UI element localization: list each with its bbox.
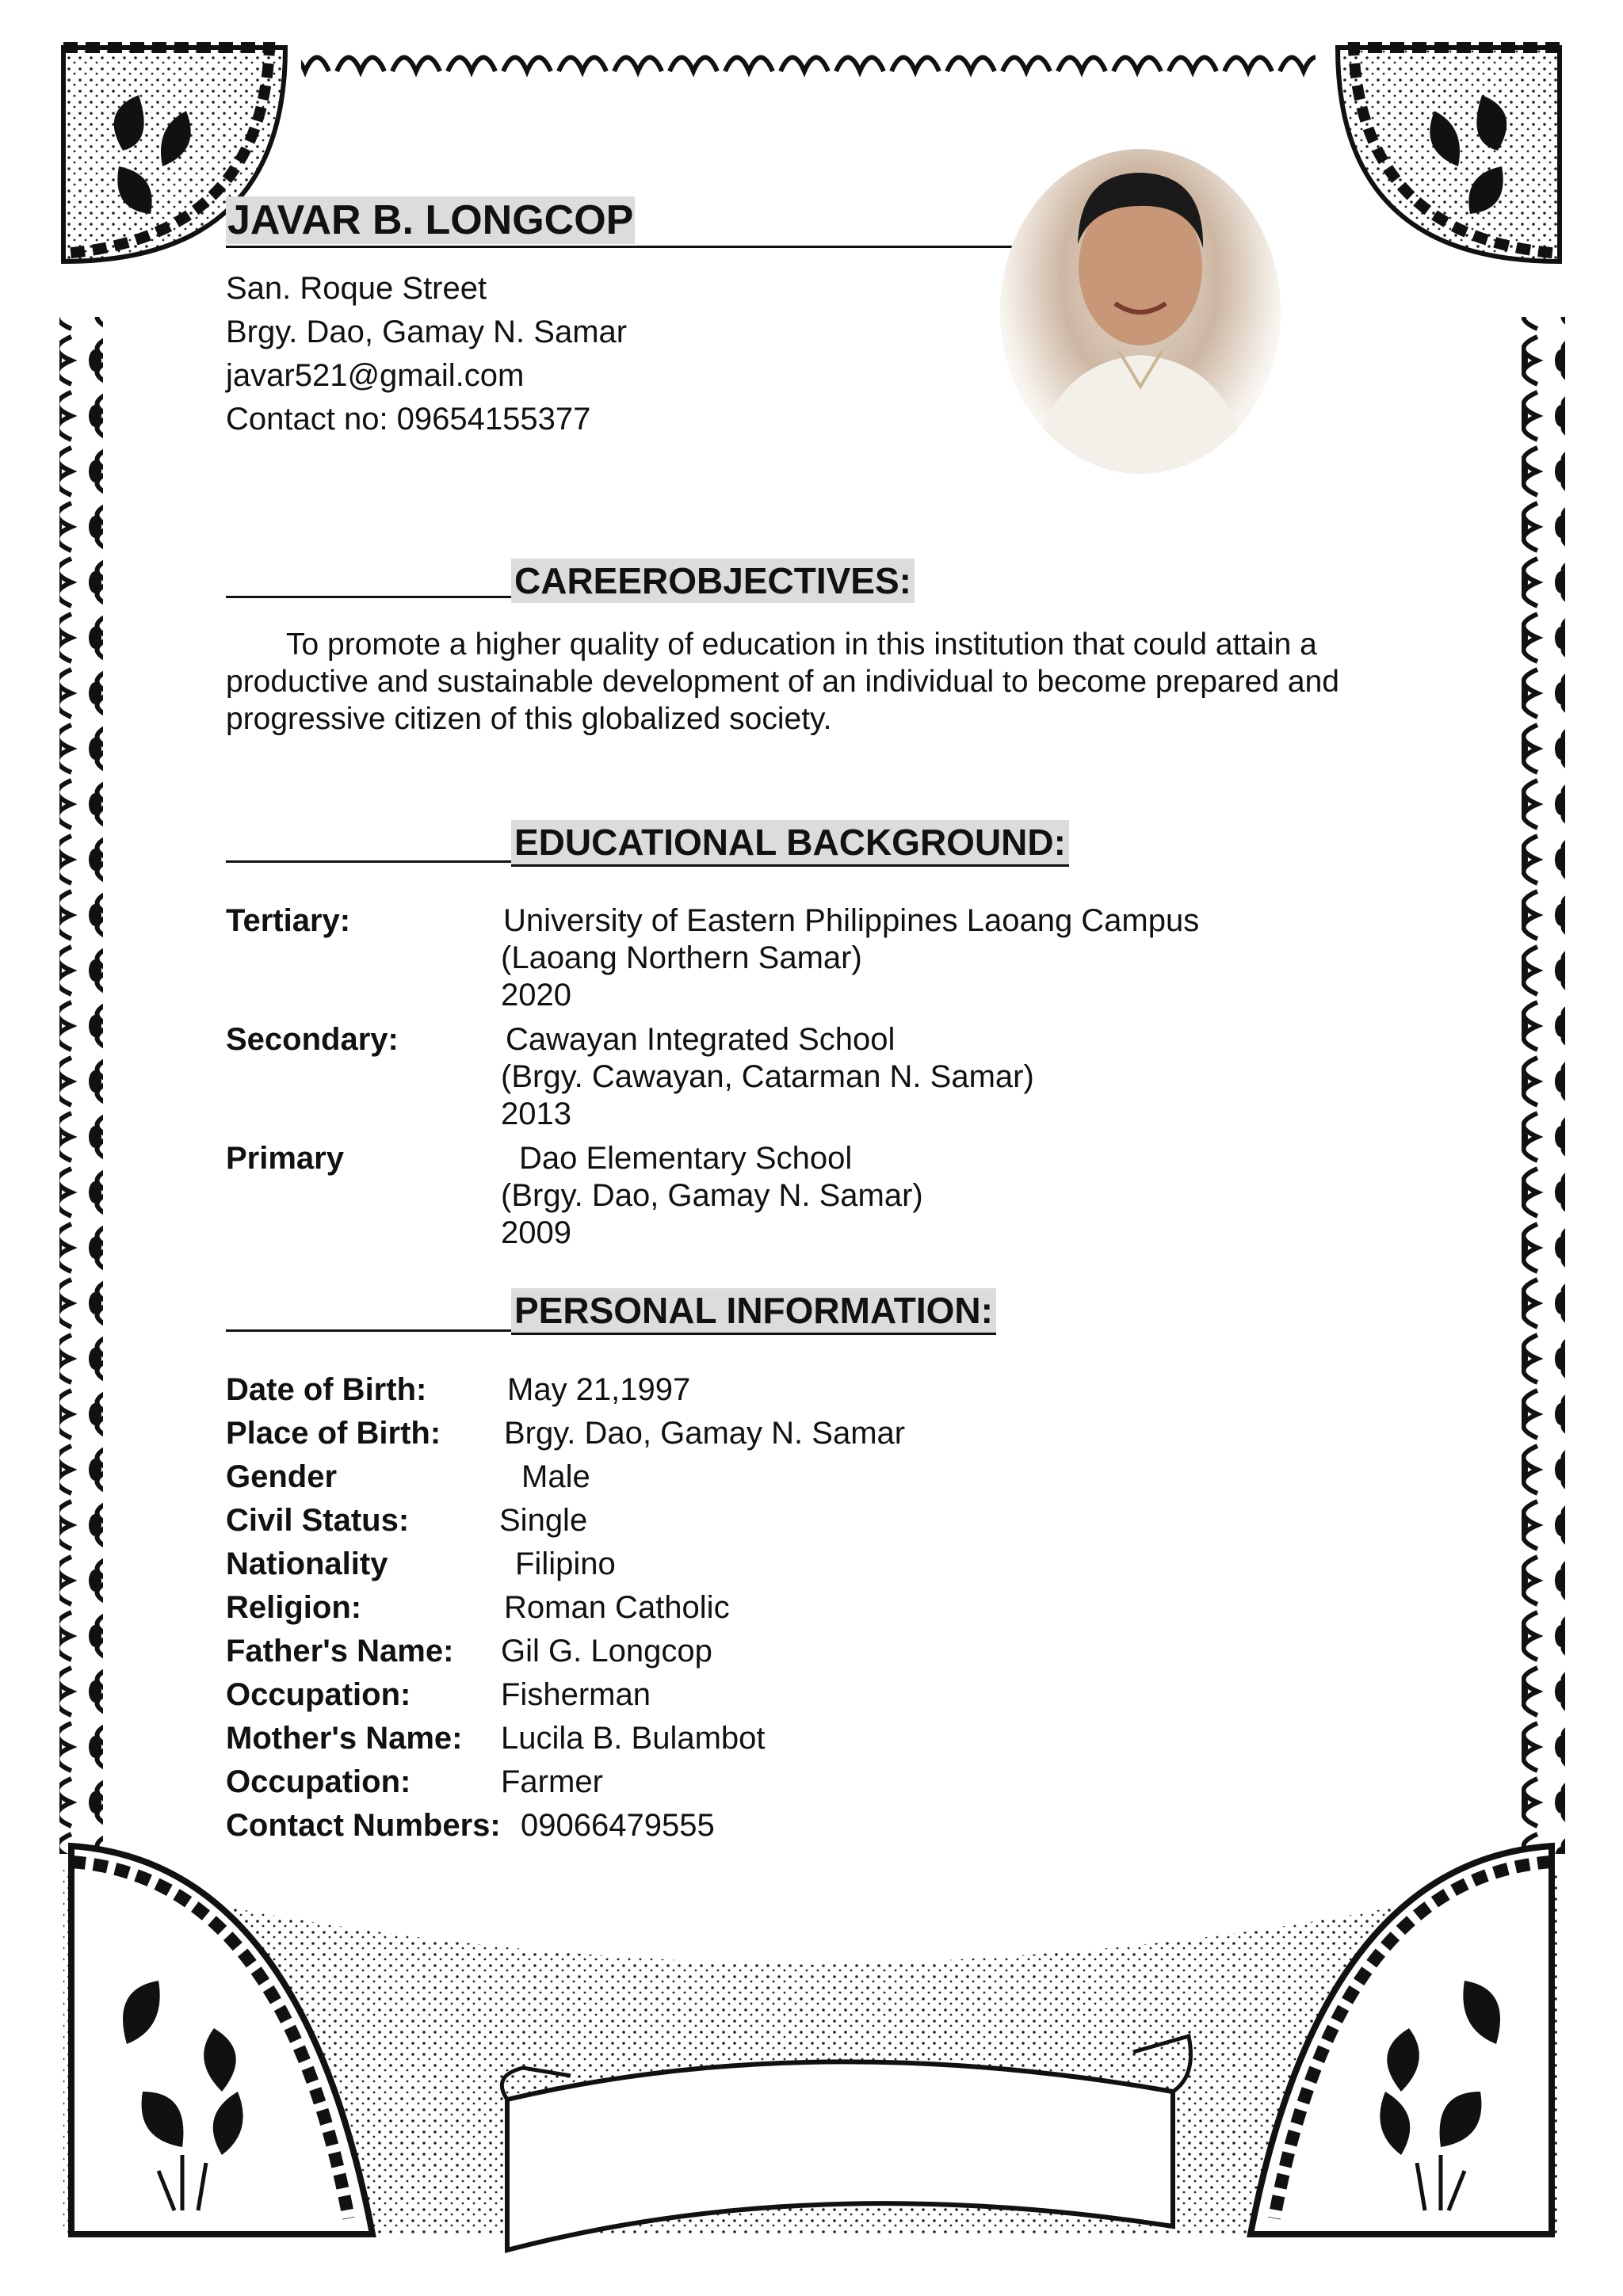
father-occupation-label: Occupation:: [226, 1677, 411, 1712]
gender-label: Gender: [226, 1459, 338, 1494]
contact-numbers-value: 09066479555: [521, 1808, 715, 1843]
contact-numbers-label: Contact Numbers:: [226, 1808, 501, 1843]
secondary-label: Secondary:: [226, 1022, 399, 1057]
address-line-1: San. Roque Street: [226, 271, 487, 306]
gender-value: Male: [521, 1459, 590, 1494]
contact-number: Contact no: 09654155377: [226, 402, 591, 437]
secondary-year: 2013: [501, 1097, 571, 1131]
tertiary-location: (Laoang Northern Samar): [501, 940, 862, 975]
civil-status-label: Civil Status:: [226, 1503, 410, 1538]
education-section-rule: [226, 860, 511, 863]
primary-school: Dao Elementary School: [519, 1141, 853, 1176]
dob-value: May 21,1997: [507, 1372, 691, 1407]
applicant-name: JAVAR B. LONGCOP: [227, 197, 634, 243]
tertiary-school: University of Eastern Philippines Laoang Campus: [503, 903, 1200, 938]
primary-year: 2009: [501, 1215, 571, 1250]
religion-label: Religion:: [226, 1590, 362, 1625]
educational-background-title: EDUCATIONAL BACKGROUND:: [511, 820, 1069, 867]
primary-label: Primary: [226, 1141, 344, 1176]
email-address: javar521@gmail.com: [226, 358, 525, 393]
secondary-location: (Brgy. Cawayan, Catarman N. Samar): [501, 1059, 1034, 1094]
name-heading-line: [226, 196, 1028, 248]
primary-location: (Brgy. Dao, Gamay N. Samar): [501, 1178, 923, 1213]
career-objectives-title: CAREEROBJECTIVES:: [511, 559, 915, 603]
top-border-pattern: [301, 44, 1316, 83]
mother-occupation-label: Occupation:: [226, 1764, 411, 1799]
mother-occupation-value: Farmer: [501, 1764, 603, 1799]
right-border-pattern: [1522, 317, 1565, 1854]
dob-label: Date of Birth:: [226, 1372, 427, 1407]
pob-value: Brgy. Dao, Gamay N. Samar: [504, 1416, 906, 1451]
personal-section-rule: [226, 1329, 511, 1332]
tertiary-label: Tertiary:: [226, 903, 351, 938]
left-border-pattern: [59, 317, 103, 1854]
father-name-label: Father's Name:: [226, 1634, 454, 1669]
top-right-corner-ornament: [1338, 48, 1560, 261]
father-occupation-value: Fisherman: [501, 1677, 651, 1712]
career-objectives-text: To promote a higher quality of education in this institution that could attain a productive and sustainable development of an individual to become prepared and progressive citizen of this globalized society.: [226, 627, 1339, 736]
mother-name-label: Mother's Name:: [226, 1721, 463, 1756]
profile-photo: [1000, 149, 1281, 474]
secondary-school: Cawayan Integrated School: [506, 1022, 896, 1057]
pob-label: Place of Birth:: [226, 1416, 441, 1451]
mother-name-value: Lucila B. Bulambot: [501, 1721, 766, 1756]
nationality-label: Nationality: [226, 1547, 388, 1581]
father-name-value: Gil G. Longcop: [501, 1634, 712, 1669]
civil-status-value: Single: [499, 1503, 588, 1538]
tertiary-year: 2020: [501, 978, 571, 1013]
nationality-value: Filipino: [515, 1547, 616, 1581]
personal-information-title: PERSONAL INFORMATION:: [511, 1288, 996, 1335]
address-line-2: Brgy. Dao, Gamay N. Samar: [226, 315, 628, 349]
religion-value: Roman Catholic: [504, 1590, 730, 1625]
career-section-rule: [226, 596, 511, 598]
